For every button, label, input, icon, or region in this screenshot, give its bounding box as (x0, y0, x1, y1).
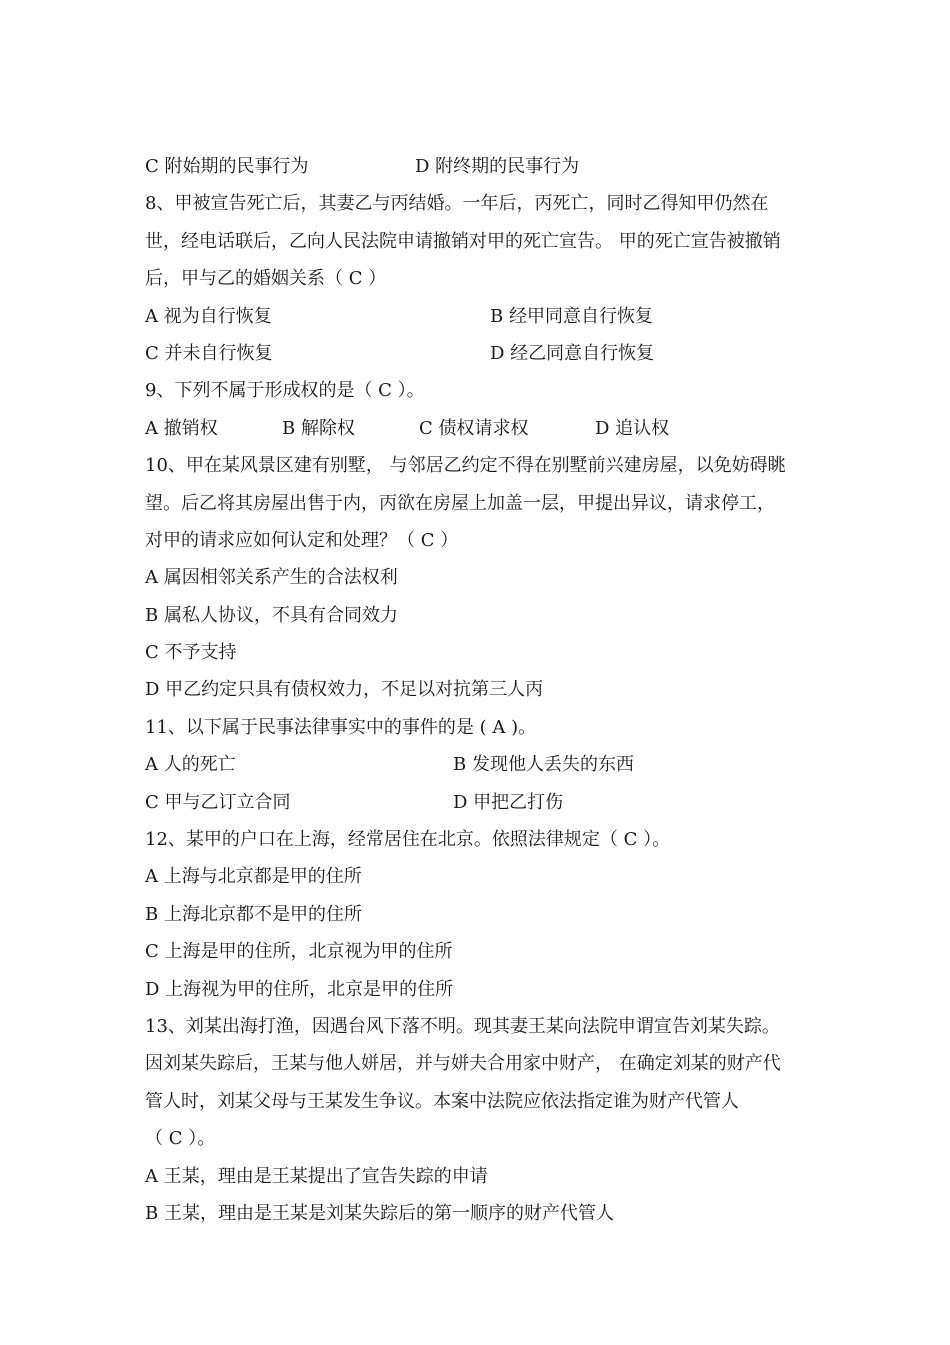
options-row (145, 152, 815, 189)
question-10-text: 10、甲在某风景区建有别墅， 与邻居乙约定不得在别墅前兴建房屋，以免妨碍眺 (145, 455, 786, 477)
options-row (145, 788, 815, 825)
option-a: A 王某，理由是王某提出了宣告失踪的申请 (145, 1165, 488, 1187)
option-d: D 甲乙约定只具有债权效力，不足以对抗第三人丙 (145, 679, 544, 701)
question-13-text: （ C ）。 (145, 1128, 216, 1150)
options-row (145, 414, 815, 451)
option-a: A 上海与北京都是甲的住所 (145, 866, 362, 888)
option-d: D 上海视为甲的住所，北京是甲的住所 (145, 978, 454, 1000)
options-row (145, 302, 815, 339)
option-a: A 属因相邻关系产生的合法权利 (145, 567, 398, 589)
options-row (145, 339, 815, 376)
option-c: C 不予支持 (145, 642, 237, 664)
option-b: B 经甲同意自行恢复 (490, 305, 653, 327)
option-c: C 附始期的民事行为 (145, 156, 309, 177)
question-13-text: 因刘某失踪后，王某与他人姘居，并与姘夫合用家中财产， 在确定刘某的财产代 (145, 1053, 781, 1075)
question-11-text: 11、以下属于民事法律事实中的事件的是 ( A )。 (145, 716, 537, 738)
question-13-text: 管人时，刘某父母与王某发生争议。本案中法院应依法指定谁为财产代管人 (145, 1090, 739, 1112)
question-13-text: 13、刘某出海打渔，因遇台风下落不明。现其妻王某向法院申谓宣告刘某失踪。 (145, 1015, 780, 1037)
option-c: C 债权请求权 (419, 417, 529, 439)
option-b: B 属私人协议，不具有合同效力 (145, 604, 398, 626)
option-b: B 王某，理由是王某是刘某失踪后的第一顺序的财产代管人 (145, 1202, 614, 1224)
question-8-text: 8、甲被宣告死亡后，其妻乙与丙结婚。一年后，丙死亡，同时乙得知甲仍然在 (145, 193, 769, 215)
question-10-text: 对甲的请求应如何认定和处理？（ C ） (145, 529, 459, 551)
option-c: C 甲与乙订立合同 (145, 791, 291, 813)
option-c: C 并未自行恢复 (145, 342, 273, 364)
option-d: D 附终期的民事行为 (415, 156, 580, 177)
option-a: A 人的死亡 (145, 754, 236, 776)
options-row (145, 750, 815, 787)
question-8-text: 后，甲与乙的婚姻关系（ C ） (145, 268, 387, 290)
question-8-text: 世，经电话联后，乙向人民法院申请撤销对甲的死亡宣告。 甲的死亡宣告被撤销 (145, 230, 781, 252)
question-9-text: 9、下列不属于形成权的是（ C ）。 (145, 380, 425, 402)
question-12-text: 12、某甲的户口在上海，经常居住在北京。依照法律规定（ C ）。 (145, 829, 671, 851)
option-b: B 上海北京都不是甲的住所 (145, 903, 362, 925)
document-page (145, 152, 815, 1236)
option-a: A 撤销权 (145, 417, 218, 439)
option-d: D 经乙同意自行恢复 (490, 342, 655, 364)
option-c: C 上海是甲的住所，北京视为甲的住所 (145, 941, 453, 963)
option-a: A 视为自行恢复 (145, 305, 272, 327)
option-d: D 追认权 (595, 417, 670, 439)
question-10-text: 望。后乙将其房屋出售于内，丙欲在房屋上加盖一层，甲提出异议，请求停工， (145, 492, 775, 514)
option-b: B 发现他人丢失的东西 (453, 754, 634, 776)
option-d: D 甲把乙打伤 (453, 791, 564, 813)
option-b: B 解除权 (282, 417, 355, 439)
